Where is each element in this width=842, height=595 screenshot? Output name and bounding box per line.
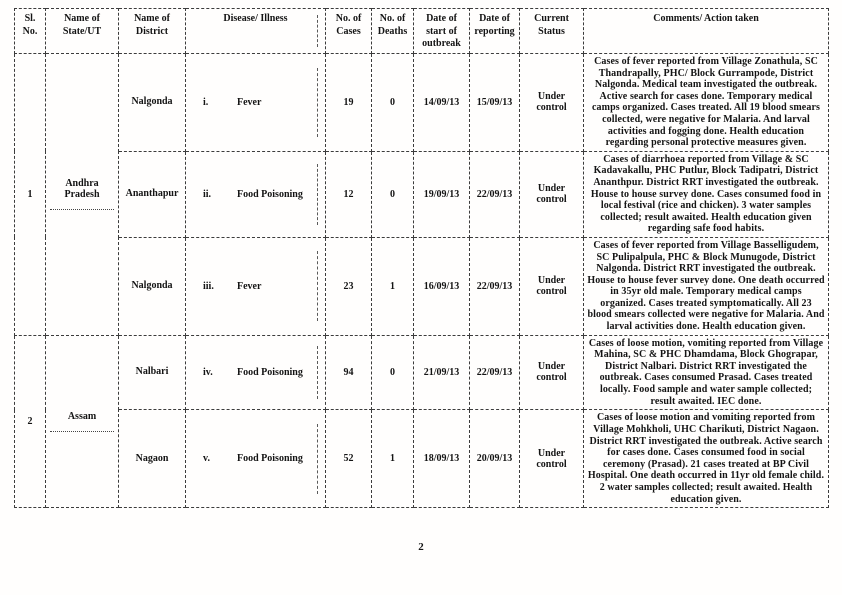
state-cell [46,335,119,508]
table-row [15,237,829,335]
state-underline [50,208,114,210]
status-cell: Under control [520,54,584,152]
outbreak-report-table [14,8,829,508]
cases-cell: 23 [326,237,372,335]
district-cell: Nalbari [119,335,186,410]
reporting-date-cell: 22/09/13 [470,151,520,237]
comment-cell: Cases of diarrhoea reported from Village & SC Kadavakallu, PHC Putlur, Block Tadipatri, District Ananthpur. District RRT investigated the outbreak. House to house survey done. Cases consumed food in local festival (rice and chicken). 3 water samples collected; result awaited. Health education given regarding safe food habits. [584,151,829,237]
district-cell: Nalgonda [119,54,186,152]
cases-cell: 12 [326,151,372,237]
disease-number: iv. [203,366,213,378]
header-state: Name of State/UT [46,9,119,54]
reporting-date-cell: 22/09/13 [470,237,520,335]
disease-number: iii. [203,280,214,292]
cases-cell: 52 [326,410,372,508]
comment-cell: Cases of fever reported from Village Zonathula, SC Thandrapally, PHC/ Block Gurrampode, District Nalgonda. Medical team investigated the outbreak. Active search for cases done. Temporary medical camps organized. Cases treated. All 19 blood smears collected, were negative for Malaria. And larval activities and fogging done. Health education regarding personal protective measures given. [584,54,829,152]
table-row [15,410,829,508]
reporting-date-cell: 20/09/13 [470,410,520,508]
sl-no-cell: 1 [15,54,46,336]
state-name: Andhra Pradesh [64,178,100,201]
disease-number: i. [203,96,209,108]
table-row [15,151,829,237]
disease-number: v. [203,453,210,465]
deaths-cell: 0 [372,54,414,152]
disease-cell [186,410,326,508]
page-number: 2 [418,541,424,553]
disease-name: Fever [237,96,262,108]
district-cell: Ananthapur [119,151,186,237]
header-district: Name of District [119,9,186,54]
disease-number: ii. [203,188,212,200]
header-deaths: No. of Deaths [372,9,414,54]
sl-no-cell: 2 [15,335,46,508]
start-date-cell: 14/09/13 [414,54,470,152]
reporting-date-cell: 15/09/13 [470,54,520,152]
table-row [15,335,829,410]
start-date-cell: 18/09/13 [414,410,470,508]
disease-name: Food Poisoning [237,366,303,378]
deaths-cell: 0 [372,335,414,410]
disease-cell [186,237,326,335]
cases-cell: 19 [326,54,372,152]
state-underline [50,430,114,432]
deaths-cell: 1 [372,410,414,508]
disease-name: Food Poisoning [237,188,303,200]
header-cases: No. of Cases [326,9,372,54]
disease-cell [186,335,326,410]
table-header-row [15,9,829,54]
header-disease: Disease/ Illness [186,9,326,54]
comment-cell: Cases of loose motion and vomiting reported from Village Mohkholi, UHC Charikuti, District Nagaon. District RRT investigated the outbreak. Active search for cases done. Cases consumed food in social ceremony (Prasad). 21 cases treated at BP Civil Hospital. One death occurred in 11yr old female child. 2 water samples collected; result awaited. Health education given. [584,410,829,508]
header-start-date: Date of start of outbreak [414,9,470,54]
deaths-cell: 1 [372,237,414,335]
status-cell: Under control [520,410,584,508]
disease-cell [186,151,326,237]
deaths-cell: 0 [372,151,414,237]
district-cell: Nagaon [119,410,186,508]
status-cell: Under control [520,151,584,237]
header-sl-no: Sl. No. [15,9,46,54]
start-date-cell: 19/09/13 [414,151,470,237]
header-status: Current Status [520,9,584,54]
disease-name: Fever [237,280,262,292]
table-row [15,54,829,152]
reporting-date-cell: 22/09/13 [470,335,520,410]
status-cell: Under control [520,237,584,335]
start-date-cell: 21/09/13 [414,335,470,410]
state-name: Assam [67,410,97,422]
status-cell: Under control [520,335,584,410]
start-date-cell: 16/09/13 [414,237,470,335]
comment-cell: Cases of loose motion, vomiting reported from Village Mahina, SC & PHC Dhamdama, Block Ghograpar, District Nalbari. District RRT investigated the outbreak. Cases consumed Prasad. Cases treated locally. Food sample and water sample collected; result awaited. IEC done. [584,335,829,410]
header-comments: Comments/ Action taken [584,9,829,54]
district-cell: Nalgonda [119,237,186,335]
header-reporting-date: Date of reporting [470,9,520,54]
state-cell [46,54,119,336]
comment-cell: Cases of fever reported from Village Basselligudem, SC Pulipalpula, PHC & Block Munugode, District Nalgonda. District RRT investigated the outbreak. House to house fever survey done. One death occurred in 35yr old male. Temporary medical camps organized. Cases treated symptomatically. All 23 blood smears collected were negative for Malaria. And larval activities done. Health education given. [584,237,829,335]
disease-cell [186,54,326,152]
cases-cell: 94 [326,335,372,410]
disease-name: Food Poisoning [237,453,303,465]
